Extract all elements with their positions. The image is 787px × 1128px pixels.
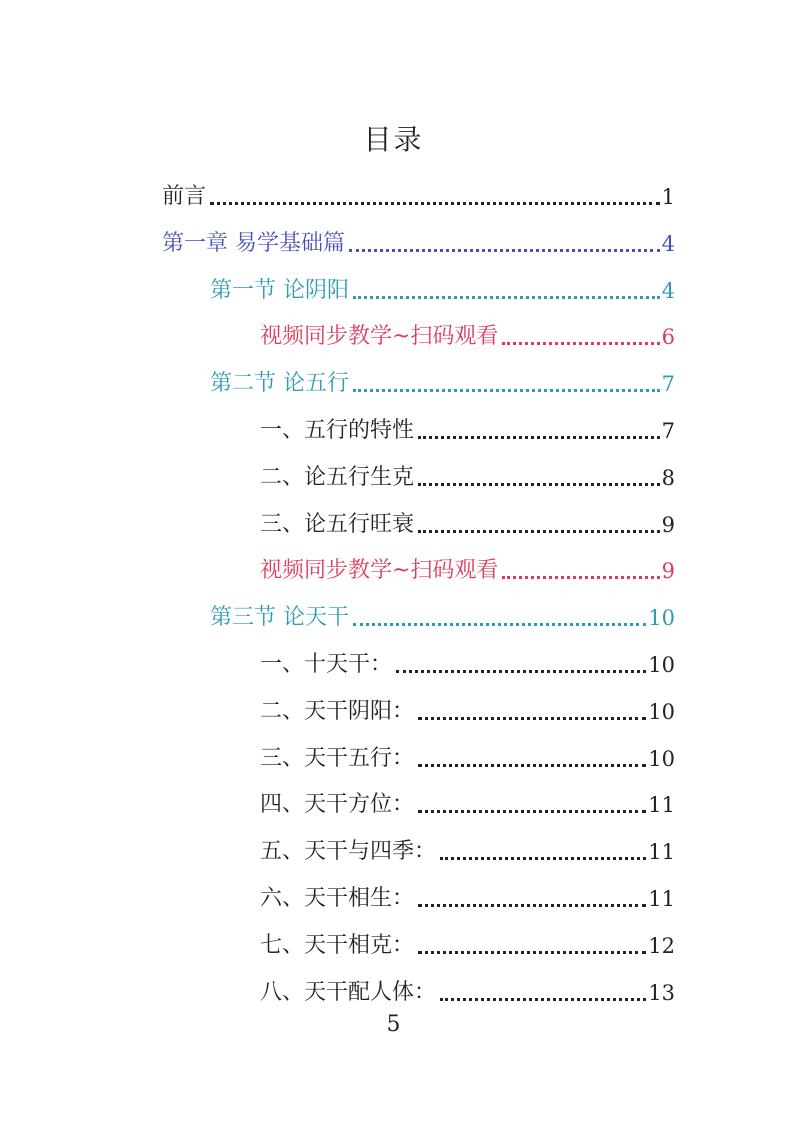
toc-entry-label: 第一章 易学基础篇 [162, 230, 345, 256]
toc-entry-item[interactable] [260, 687, 675, 727]
toc-entry-label: 一、十天干： [260, 652, 393, 677]
toc-entry-label: 视频同步教学~扫码观看 [260, 558, 499, 584]
toc-entry-video-2[interactable] [260, 546, 675, 586]
toc-entry-page: 13 [648, 980, 675, 1005]
dot-leader [353, 296, 660, 299]
dot-leader [418, 764, 646, 767]
toc-entry-page: 11 [648, 887, 675, 911]
toc-entry-page: 10 [648, 746, 675, 771]
toc-entry-item[interactable] [260, 874, 675, 914]
toc-entry-page: 7 [661, 419, 675, 443]
toc-entry-page: 1 [661, 185, 675, 209]
dot-leader [502, 342, 659, 345]
dot-leader [418, 436, 660, 439]
toc-entry-item[interactable] [260, 780, 675, 820]
dot-leader [440, 857, 646, 860]
toc-entry-item[interactable] [260, 640, 675, 680]
toc-entry-item[interactable] [260, 968, 675, 1008]
toc-entry-label: 三、论五行旺衰 [260, 511, 415, 537]
toc-entry-label: 视频同步教学~扫码观看 [260, 324, 499, 350]
toc-entry-label: 前言 [162, 184, 207, 209]
toc-entry-item[interactable] [260, 827, 675, 867]
dot-leader [349, 249, 660, 252]
dot-leader [353, 389, 660, 392]
toc-entry-page: 10 [648, 653, 675, 677]
toc-entry-page: 6 [661, 325, 675, 350]
toc-entry-page: 10 [648, 606, 675, 631]
dot-leader [418, 951, 646, 954]
dot-leader [353, 623, 646, 626]
toc-entry-label: 四、天干方位： [260, 792, 415, 818]
dot-leader [418, 483, 660, 486]
toc-entry-item[interactable] [260, 500, 675, 540]
toc-entry-item[interactable] [260, 921, 675, 961]
toc-entry-page: 10 [648, 699, 675, 724]
toc-entry-page: 8 [661, 465, 675, 490]
toc-entry-item[interactable] [260, 406, 675, 446]
toc-entry-section-1[interactable] [210, 266, 675, 306]
toc-entry-label: 一、五行的特性 [260, 418, 415, 443]
dot-leader [418, 530, 660, 533]
toc-entry-label: 七、天干相克： [260, 932, 415, 958]
toc-entry-preface[interactable] [162, 172, 675, 212]
toc-entry-label: 第二节 论五行 [210, 371, 349, 397]
toc-entry-page: 12 [648, 933, 675, 958]
dot-leader [418, 717, 646, 720]
toc-entry-page: 7 [661, 372, 675, 397]
toc-entry-page: 11 [648, 793, 675, 818]
toc-entry-label: 五、天干与四季： [260, 839, 437, 865]
toc-entry-section-3[interactable] [210, 593, 675, 633]
toc-entry-section-2[interactable] [210, 359, 675, 399]
toc-entry-label: 第三节 论天干 [210, 605, 349, 631]
toc-entry-label: 二、论五行生克 [260, 464, 415, 490]
toc-entry-label: 八、天干配人体： [260, 979, 437, 1005]
toc-entry-label: 第一节 论阴阳 [210, 277, 349, 303]
page-title: 目录 [363, 123, 424, 156]
dot-leader [396, 670, 646, 673]
toc-entry-page: 9 [661, 559, 675, 584]
toc-entry-item[interactable] [260, 734, 675, 774]
dot-leader [440, 998, 646, 1001]
dot-leader [502, 576, 659, 579]
toc-entry-label: 二、天干阴阳： [260, 698, 415, 724]
toc-entry-chapter-1[interactable] [162, 219, 675, 259]
page-number: 5 [386, 1012, 401, 1037]
toc-entry-label: 六、天干相生： [260, 886, 415, 911]
dot-leader [418, 810, 646, 813]
toc-entry-page: 11 [648, 840, 675, 865]
toc-entry-video-1[interactable] [260, 312, 675, 352]
toc-entry-label: 三、天干五行： [260, 745, 415, 771]
toc-entry-page: 9 [661, 512, 675, 537]
dot-leader [418, 904, 646, 907]
dot-leader [210, 202, 660, 205]
toc-entry-page: 4 [661, 278, 675, 303]
toc-entry-page: 4 [661, 231, 675, 256]
toc-entry-item[interactable] [260, 453, 675, 493]
